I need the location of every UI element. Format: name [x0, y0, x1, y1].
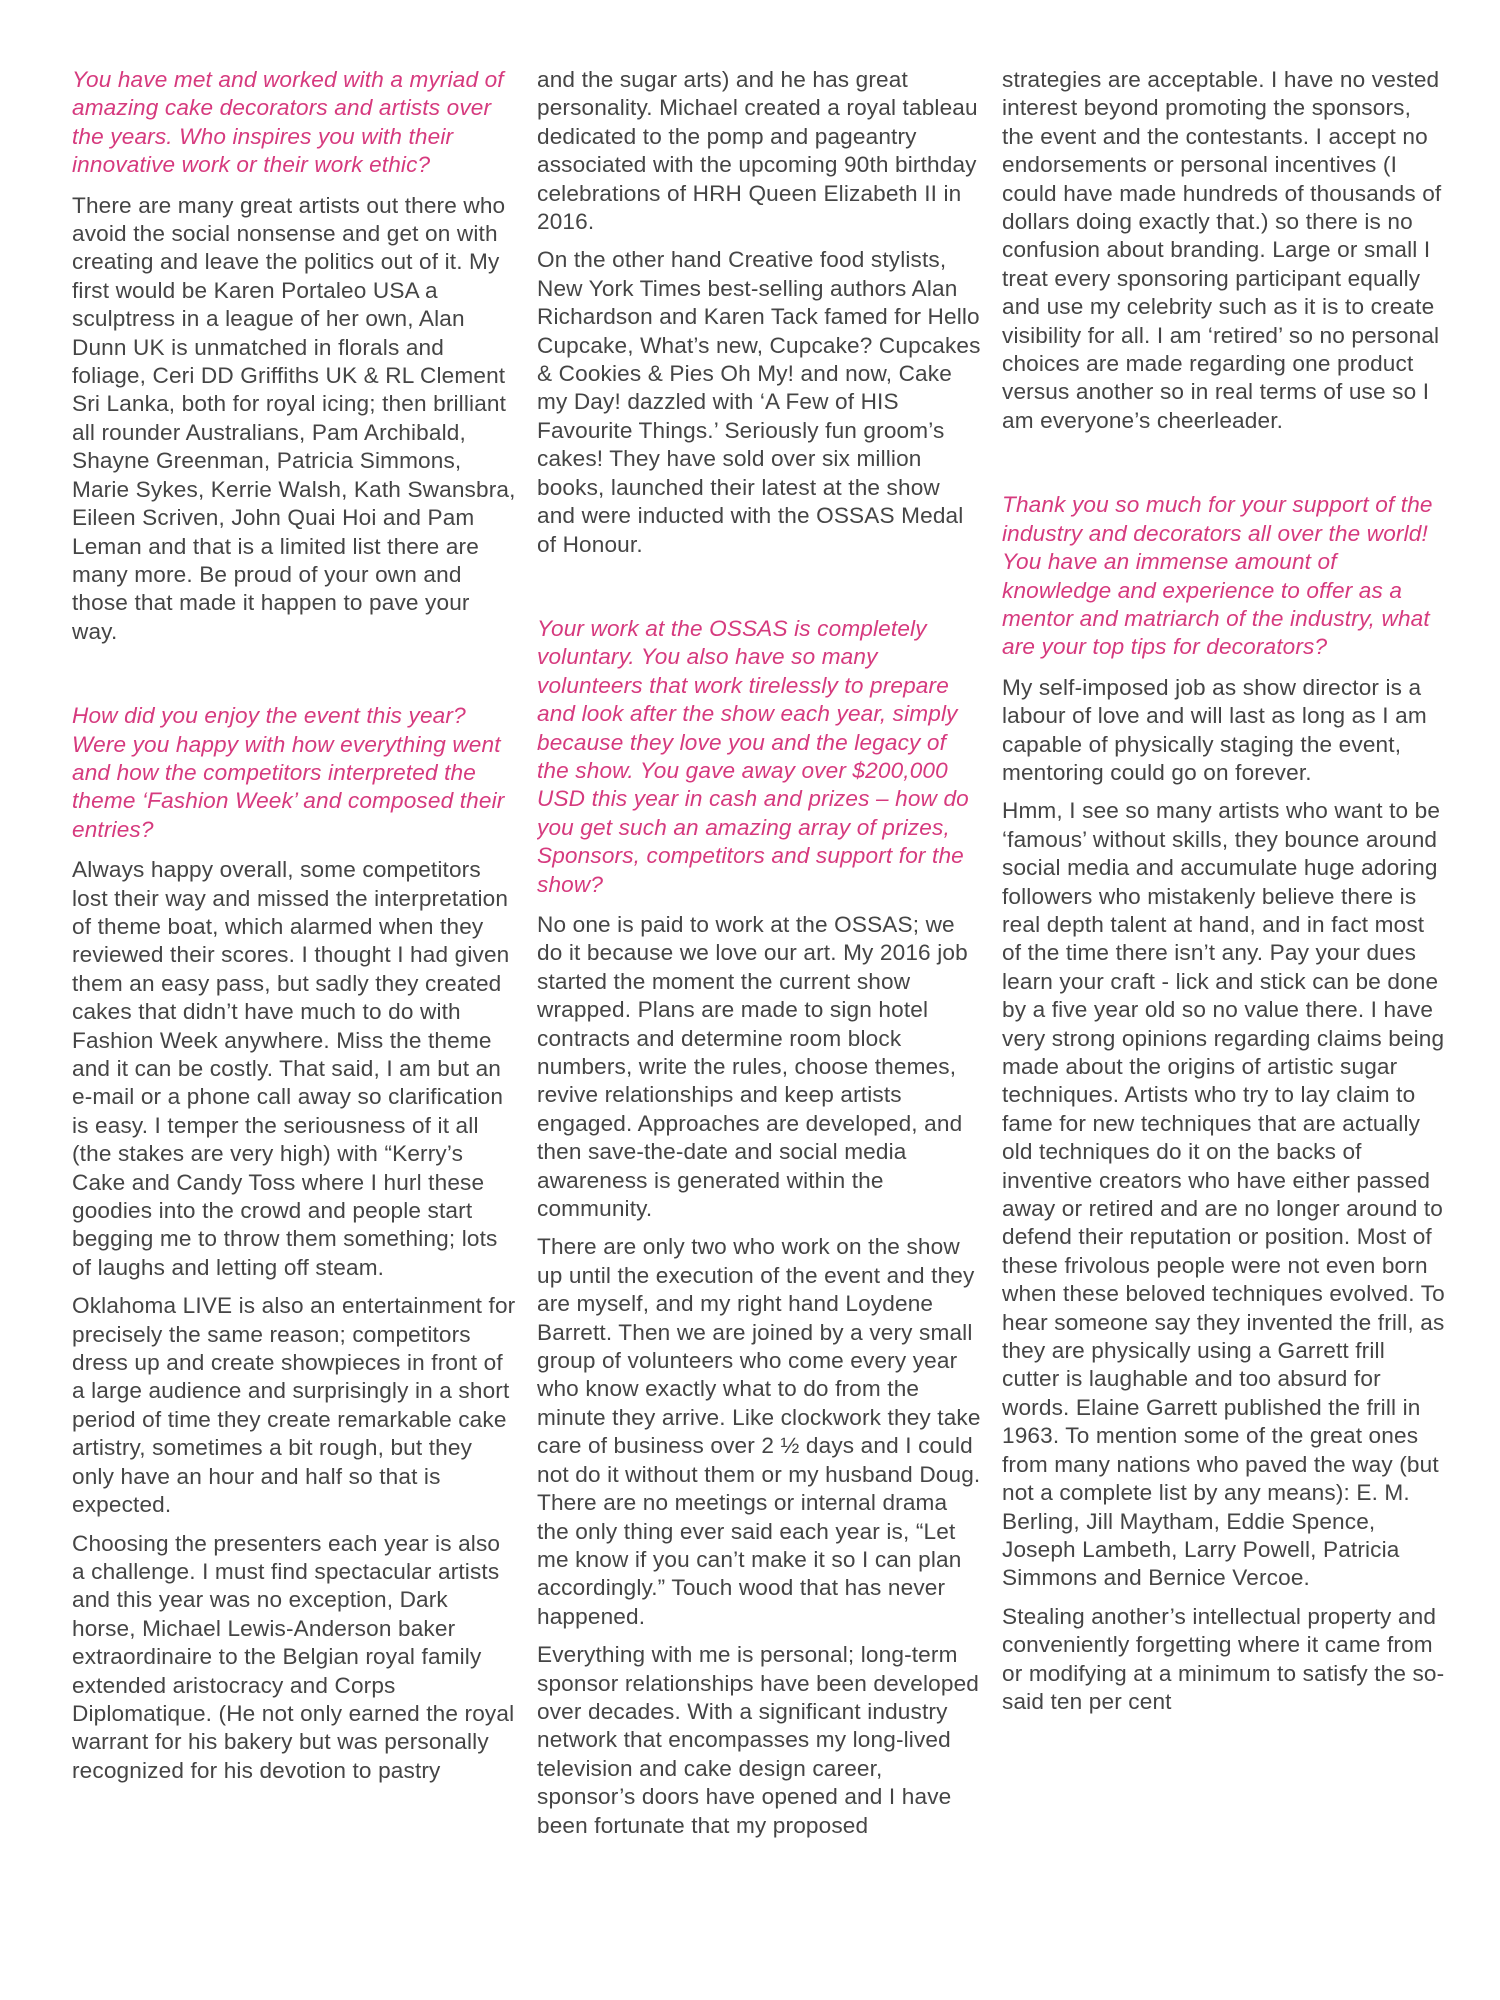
- column-1: [72, 66, 517, 1946]
- answer-paragraph: Everything with me is personal; long-term sponsor relationships have been developed over decades. With a significant industry network that encompasses my long-lived television and cake design career, sponsor’s doors have opened and I have been fortunate that my proposed: [537, 1642, 980, 1838]
- answer-paragraph: There are many great artists out there who avoid the social nonsense and get on with creating and leave the politics out of it. My first would be Karen Portaleo USA a sculptress in a league of her own, Alan Dunn UK is unmatched in florals and foliage, Ceri DD Griffiths UK & RL Clement Sri Lanka, both for royal icing; then brilliant all rounder Australians, Pam Archibald, Shayne Greenman, Patricia Simmons, Marie Sykes, Kerrie Walsh, Kath Swansbra, Eileen Scriven, John Quai Hoi and Pam Leman and that is a limited list there are many more. Be proud of your own and those that made it happen to pave your way.: [72, 192, 516, 644]
- answer-paragraph: Always happy overall, some competitors lost their way and missed the interpretation of theme boat, which alarmed when they reviewed their scores. I thought I had given them an easy pass, but sadly they created cakes that didn’t have much to do with Fashion Week anywhere. Miss the theme and it can be costly. That said, I am but an e-mail or a phone call away so clarification is easy. I temper the seriousness of it all (the stakes are very high) with “Kerry’s Cake and Candy Toss where I hurl these goodies into the crowd and people start begging me to throw them something; lots of laughs and letting off steam.: [72, 857, 510, 1280]
- answer-paragraph: Hmm, I see so many artists who want to be ‘famous’ without skills, they bounce around social media and accumulate huge adoring followers who mistakenly believe there is real depth talent at hand, and in fact most of the time there isn’t any. Pay your dues learn your craft - lick and stick can be done by a five year old so no value there. I have very strong opinions regarding claims being made about the origins of artistic sugar techniques. Artists who try to lay claim to fame for new techniques that are actually old techniques do it on the backs of inventive creators who have either passed away or retired and are no longer around to defend their reputation or position. Most of these frivolous people were not even born when these beloved techniques evolved. To hear someone say they invented the frill, as they are physically using a Garrett frill cutter is laughable and too absurd for words. Elaine Garrett published the frill in 1963. To mention some of the great ones from many nations who paved the way (but not a complete list by any means): E. M. Berling, Jill Maytham, Eddie Spence, Joseph Lambeth, Larry Powell, Patricia Simmons and Bernice Vercoe.: [1002, 798, 1445, 1591]
- answer-paragraph: strategies are acceptable. I have no vested interest beyond promoting the sponsors, the event and the contestants. I accept no endorsements or personal incentives (I could have made hundreds of thousands of dollars doing exactly that.) so there is no confusion about branding. Large or small I treat every sponsoring participant equally and use my celebrity such as it is to create visibility for all. I am ‘retired’ so no personal choices are made regarding one product versus another so in real terms of use so I am everyone’s cheerleader.: [1002, 67, 1442, 433]
- answer-paragraph: Stealing another’s intellectual property and conveniently forgetting where it came from or modifying at a minimum to satisfy the so-said ten per cent: [1002, 1603, 1445, 1714]
- column-3: [1002, 66, 1447, 1946]
- answer-paragraph: My self-imposed job as show director is a labour of love and will last as long as I am capable of physically staging the event, mentoring could go on forever.: [1002, 674, 1427, 785]
- answer-paragraph: and the sugar arts) and he has great personality. Michael created a royal tableau dedicated to the pomp and pageantry associated with the upcoming 90th birthday celebrations of HRH Queen Elizabeth II in 2016.: [537, 67, 978, 235]
- interview-question: How did you enjoy the event this year? Were you happy with how everything went and how the competitors interpreted the theme ‘Fashion Week’ and composed their entries?: [72, 703, 505, 842]
- answer-paragraph: On the other hand Creative food stylists, New York Times best-selling authors Alan Richardson and Karen Tack famed for Hello Cupcake, What’s new, Cupcake? Cupcakes & Cookies & Pies Oh My! and now, Cake my Day! dazzled with ‘A Few of HIS Favourite Things.’ Seriously fun groom’s cakes! They have sold over six million books, launched their latest at the show and were inducted with the OSSAS Medal of Honour.: [537, 247, 981, 557]
- article-page: [72, 66, 1452, 1946]
- answer-paragraph: No one is paid to work at the OSSAS; we do it because we love our art. My 2016 job started the moment the current show wrapped. Plans are made to sign hotel contracts and determine room block numbers, write the rules, choose themes, revive relationships and keep artists engaged. Approaches are developed, and then save-the-date and social media awareness is generated within the community.: [537, 911, 968, 1222]
- column-2: [537, 66, 982, 1946]
- spacer: [1002, 445, 1447, 491]
- interview-question: Thank you so much for your support of the industry and decorators all over the world! You have an immense amount of knowledge and experience to offer as a mentor and matriarch of the industry, what are your top tips for decorators?: [1002, 492, 1433, 660]
- interview-question: Your work at the OSSAS is completely voluntary. You also have so many volunteers that work tirelessly to prepare and look after the show each year, simply because they love you and the legacy of the show. You gave away over $200,000 USD this year in cash and prizes – how do you get such an amazing array of prizes, Sponsors, competitors and support for the show?: [537, 615, 969, 897]
- answer-paragraph: Choosing the presenters each year is also a challenge. I must find spectacular artists and this year was no exception, Dark horse, Michael Lewis-Anderson baker extraordinaire to the Belgian royal family extended aristocracy and Corps Diplomatique. (He not only earned the royal warrant for his bakery but was personally recognized for his devotion to pastry: [72, 1530, 515, 1783]
- interview-question: You have met and worked with a myriad of amazing cake decorators and artists over the years. Who inspires you with their innovative work or their work ethic?: [72, 67, 504, 178]
- answer-paragraph: Oklahoma LIVE is also an entertainment for precisely the same reason; competitors dress up and create showpieces in front of a large audience and surprisingly in a short period of time they create remarkable cake artistry, sometimes a bit rough, but they only have an hour and half so that is expected.: [72, 1293, 516, 1518]
- spacer: [72, 656, 517, 702]
- answer-paragraph: There are only two who work on the show up until the execution of the event and they are myself, and my right hand Loydene Barrett. Then we are joined by a very small group of volunteers who come every year who know exactly what to do from the minute they arrive. Like clockwork they take care of business over 2 ½ days and I could not do it without them or my husband Doug. There are no meetings or internal drama the only thing ever said each year is, “Let me know if you can’t make it so I can plan accordingly.” Touch wood that has never happened.: [537, 1234, 981, 1629]
- spacer: [537, 569, 982, 615]
